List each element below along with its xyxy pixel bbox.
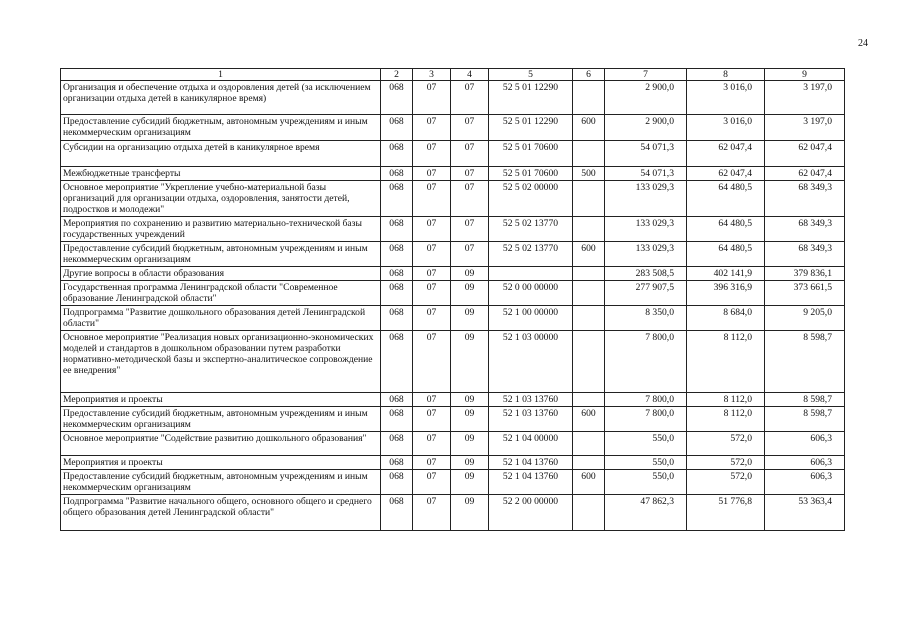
expense-type-cell xyxy=(573,267,605,281)
amount-year3-cell: 606,3 xyxy=(765,456,845,470)
chapter-code-cell: 068 xyxy=(381,456,413,470)
section-cell: 07 xyxy=(413,267,451,281)
amount-year1-cell: 7 800,0 xyxy=(605,393,687,407)
amount-year3-cell: 606,3 xyxy=(765,470,845,495)
header-cell: 8 xyxy=(687,69,765,81)
subsection-cell: 07 xyxy=(451,242,489,267)
table-row xyxy=(61,432,845,456)
table-row xyxy=(61,267,845,281)
amount-year1-cell: 7 800,0 xyxy=(605,407,687,432)
expense-type-cell: 500 xyxy=(573,167,605,181)
amount-year1-cell: 7 800,0 xyxy=(605,331,687,393)
row-name-cell: Государственная программа Ленинградской области "Современное образование Ленинградской области" xyxy=(61,281,381,306)
amount-year3-cell: 8 598,7 xyxy=(765,331,845,393)
section-cell: 07 xyxy=(413,393,451,407)
chapter-code-cell: 068 xyxy=(381,407,413,432)
chapter-code-cell: 068 xyxy=(381,141,413,167)
row-name-cell: Основное мероприятие "Содействие развитию дошкольного образования" xyxy=(61,432,381,456)
header-cell: 7 xyxy=(605,69,687,81)
amount-year1-cell: 54 071,3 xyxy=(605,141,687,167)
section-cell: 07 xyxy=(413,81,451,115)
subsection-cell: 09 xyxy=(451,267,489,281)
subsection-cell: 09 xyxy=(451,407,489,432)
amount-year3-cell: 9 205,0 xyxy=(765,306,845,331)
amount-year1-cell: 283 508,5 xyxy=(605,267,687,281)
amount-year3-cell: 62 047,4 xyxy=(765,167,845,181)
table-row xyxy=(61,281,845,306)
amount-year1-cell: 133 029,3 xyxy=(605,217,687,242)
amount-year1-cell: 133 029,3 xyxy=(605,242,687,267)
amount-year1-cell: 550,0 xyxy=(605,456,687,470)
header-cell: 2 xyxy=(381,69,413,81)
expense-type-cell xyxy=(573,495,605,531)
amount-year2-cell: 572,0 xyxy=(687,432,765,456)
target-article-cell: 52 5 02 00000 xyxy=(489,181,573,217)
subsection-cell: 09 xyxy=(451,495,489,531)
table-row xyxy=(61,115,845,141)
amount-year2-cell: 3 016,0 xyxy=(687,115,765,141)
table-row xyxy=(61,331,845,393)
target-article-cell: 52 5 01 70600 xyxy=(489,167,573,181)
target-article-cell: 52 5 02 13770 xyxy=(489,242,573,267)
row-name-cell: Другие вопросы в области образования xyxy=(61,267,381,281)
chapter-code-cell: 068 xyxy=(381,281,413,306)
section-cell: 07 xyxy=(413,181,451,217)
target-article-cell: 52 0 00 00000 xyxy=(489,281,573,306)
row-name-cell: Мероприятия и проекты xyxy=(61,456,381,470)
amount-year2-cell: 64 480,5 xyxy=(687,181,765,217)
expense-type-cell: 600 xyxy=(573,470,605,495)
amount-year2-cell: 572,0 xyxy=(687,456,765,470)
chapter-code-cell: 068 xyxy=(381,81,413,115)
section-cell: 07 xyxy=(413,456,451,470)
table-row xyxy=(61,167,845,181)
amount-year3-cell: 62 047,4 xyxy=(765,141,845,167)
amount-year2-cell: 8 112,0 xyxy=(687,407,765,432)
table-row xyxy=(61,217,845,242)
row-name-cell: Предоставление субсидий бюджетным, автономным учреждениям и иным некоммерческим организациям xyxy=(61,407,381,432)
section-cell: 07 xyxy=(413,281,451,306)
amount-year2-cell: 402 141,9 xyxy=(687,267,765,281)
amount-year1-cell: 277 907,5 xyxy=(605,281,687,306)
section-cell: 07 xyxy=(413,331,451,393)
chapter-code-cell: 068 xyxy=(381,495,413,531)
chapter-code-cell: 068 xyxy=(381,432,413,456)
amount-year2-cell: 64 480,5 xyxy=(687,242,765,267)
section-cell: 07 xyxy=(413,470,451,495)
table-row xyxy=(61,456,845,470)
amount-year3-cell: 53 363,4 xyxy=(765,495,845,531)
subsection-cell: 07 xyxy=(451,81,489,115)
row-name-cell: Предоставление субсидий бюджетным, автономным учреждениям и иным некоммерческим организациям xyxy=(61,242,381,267)
table-row xyxy=(61,407,845,432)
row-name-cell: Предоставление субсидий бюджетным, автономным учреждениям и иным некоммерческим организациям xyxy=(61,470,381,495)
chapter-code-cell: 068 xyxy=(381,306,413,331)
amount-year2-cell: 3 016,0 xyxy=(687,81,765,115)
section-cell: 07 xyxy=(413,115,451,141)
amount-year2-cell: 62 047,4 xyxy=(687,141,765,167)
amount-year2-cell: 8 684,0 xyxy=(687,306,765,331)
table-row xyxy=(61,81,845,115)
subsection-cell: 09 xyxy=(451,306,489,331)
row-name-cell: Организация и обеспечение отдыха и оздоровления детей (за исключением организации отдыха детей в каникулярное время) xyxy=(61,81,381,115)
row-name-cell: Мероприятия и проекты xyxy=(61,393,381,407)
amount-year1-cell: 54 071,3 xyxy=(605,167,687,181)
section-cell: 07 xyxy=(413,217,451,242)
amount-year2-cell: 8 112,0 xyxy=(687,331,765,393)
section-cell: 07 xyxy=(413,432,451,456)
chapter-code-cell: 068 xyxy=(381,181,413,217)
table-header-row xyxy=(61,69,845,81)
target-article-cell: 52 1 03 00000 xyxy=(489,331,573,393)
amount-year1-cell: 8 350,0 xyxy=(605,306,687,331)
target-article-cell: 52 1 04 13760 xyxy=(489,456,573,470)
row-name-cell: Основное мероприятие "Реализация новых организационно-экономических моделей и стандартов в дошкольном образовании путем разработки нормативно-методической базы и экспертно-аналитическое сопровождение ее внедрения" xyxy=(61,331,381,393)
header-cell: 9 xyxy=(765,69,845,81)
table-row xyxy=(61,181,845,217)
amount-year3-cell: 8 598,7 xyxy=(765,407,845,432)
expense-type-cell xyxy=(573,281,605,306)
table-row xyxy=(61,495,845,531)
amount-year3-cell: 3 197,0 xyxy=(765,81,845,115)
subsection-cell: 09 xyxy=(451,432,489,456)
subsection-cell: 07 xyxy=(451,217,489,242)
expense-type-cell: 600 xyxy=(573,242,605,267)
expense-type-cell xyxy=(573,81,605,115)
amount-year3-cell: 8 598,7 xyxy=(765,393,845,407)
table-row xyxy=(61,306,845,331)
expense-type-cell: 600 xyxy=(573,115,605,141)
target-article-cell: 52 5 01 12290 xyxy=(489,115,573,141)
row-name-cell: Подпрограмма "Развитие дошкольного образования детей Ленинградской области" xyxy=(61,306,381,331)
amount-year2-cell: 51 776,8 xyxy=(687,495,765,531)
target-article-cell: 52 5 02 13770 xyxy=(489,217,573,242)
header-cell: 5 xyxy=(489,69,573,81)
amount-year2-cell: 62 047,4 xyxy=(687,167,765,181)
subsection-cell: 07 xyxy=(451,141,489,167)
table-row xyxy=(61,141,845,167)
target-article-cell: 52 1 03 13760 xyxy=(489,407,573,432)
expense-type-cell xyxy=(573,141,605,167)
amount-year3-cell: 373 661,5 xyxy=(765,281,845,306)
section-cell: 07 xyxy=(413,141,451,167)
expense-type-cell xyxy=(573,331,605,393)
amount-year1-cell: 2 900,0 xyxy=(605,115,687,141)
section-cell: 07 xyxy=(413,495,451,531)
header-cell: 1 xyxy=(61,69,381,81)
section-cell: 07 xyxy=(413,242,451,267)
table-row xyxy=(61,393,845,407)
section-cell: 07 xyxy=(413,407,451,432)
expense-type-cell xyxy=(573,306,605,331)
amount-year3-cell: 379 836,1 xyxy=(765,267,845,281)
chapter-code-cell: 068 xyxy=(381,393,413,407)
row-name-cell: Субсидии на организацию отдыха детей в каникулярное время xyxy=(61,141,381,167)
target-article-cell: 52 1 03 13760 xyxy=(489,393,573,407)
row-name-cell: Основное мероприятие "Укрепление учебно-материальной базы организаций для организации отдыха, оздоровления, занятости детей, подростков и молодежи" xyxy=(61,181,381,217)
subsection-cell: 09 xyxy=(451,456,489,470)
amount-year3-cell: 68 349,3 xyxy=(765,181,845,217)
expense-type-cell xyxy=(573,456,605,470)
amount-year1-cell: 550,0 xyxy=(605,470,687,495)
target-article-cell xyxy=(489,267,573,281)
chapter-code-cell: 068 xyxy=(381,267,413,281)
target-article-cell: 52 1 04 13760 xyxy=(489,470,573,495)
header-cell: 4 xyxy=(451,69,489,81)
header-cell: 6 xyxy=(573,69,605,81)
section-cell: 07 xyxy=(413,306,451,331)
budget-table xyxy=(60,68,845,531)
amount-year2-cell: 572,0 xyxy=(687,470,765,495)
amount-year1-cell: 47 862,3 xyxy=(605,495,687,531)
amount-year3-cell: 3 197,0 xyxy=(765,115,845,141)
expense-type-cell: 600 xyxy=(573,407,605,432)
amount-year2-cell: 64 480,5 xyxy=(687,217,765,242)
amount-year3-cell: 68 349,3 xyxy=(765,217,845,242)
subsection-cell: 09 xyxy=(451,281,489,306)
expense-type-cell xyxy=(573,432,605,456)
amount-year3-cell: 68 349,3 xyxy=(765,242,845,267)
subsection-cell: 07 xyxy=(451,167,489,181)
expense-type-cell xyxy=(573,217,605,242)
amount-year2-cell: 396 316,9 xyxy=(687,281,765,306)
amount-year2-cell: 8 112,0 xyxy=(687,393,765,407)
section-cell: 07 xyxy=(413,167,451,181)
chapter-code-cell: 068 xyxy=(381,167,413,181)
row-name-cell: Мероприятия по сохранению и развитию материально-технической базы государственных учреждений xyxy=(61,217,381,242)
target-article-cell: 52 5 01 70600 xyxy=(489,141,573,167)
expense-type-cell xyxy=(573,181,605,217)
row-name-cell: Предоставление субсидий бюджетным, автономным учреждениям и иным некоммерческим организациям xyxy=(61,115,381,141)
chapter-code-cell: 068 xyxy=(381,331,413,393)
chapter-code-cell: 068 xyxy=(381,470,413,495)
expense-type-cell xyxy=(573,393,605,407)
amount-year1-cell: 550,0 xyxy=(605,432,687,456)
chapter-code-cell: 068 xyxy=(381,242,413,267)
amount-year1-cell: 2 900,0 xyxy=(605,81,687,115)
chapter-code-cell: 068 xyxy=(381,115,413,141)
table-row xyxy=(61,470,845,495)
row-name-cell: Межбюджетные трансферты xyxy=(61,167,381,181)
target-article-cell: 52 1 04 00000 xyxy=(489,432,573,456)
page-number: 24 xyxy=(858,38,868,49)
target-article-cell: 52 1 00 00000 xyxy=(489,306,573,331)
target-article-cell: 52 5 01 12290 xyxy=(489,81,573,115)
header-cell: 3 xyxy=(413,69,451,81)
subsection-cell: 07 xyxy=(451,115,489,141)
chapter-code-cell: 068 xyxy=(381,217,413,242)
amount-year1-cell: 133 029,3 xyxy=(605,181,687,217)
subsection-cell: 09 xyxy=(451,470,489,495)
target-article-cell: 52 2 00 00000 xyxy=(489,495,573,531)
row-name-cell: Подпрограмма "Развитие начального общего, основного общего и среднего общего образования детей Ленинградской области" xyxy=(61,495,381,531)
subsection-cell: 09 xyxy=(451,393,489,407)
subsection-cell: 09 xyxy=(451,331,489,393)
amount-year3-cell: 606,3 xyxy=(765,432,845,456)
subsection-cell: 07 xyxy=(451,181,489,217)
table-row xyxy=(61,242,845,267)
